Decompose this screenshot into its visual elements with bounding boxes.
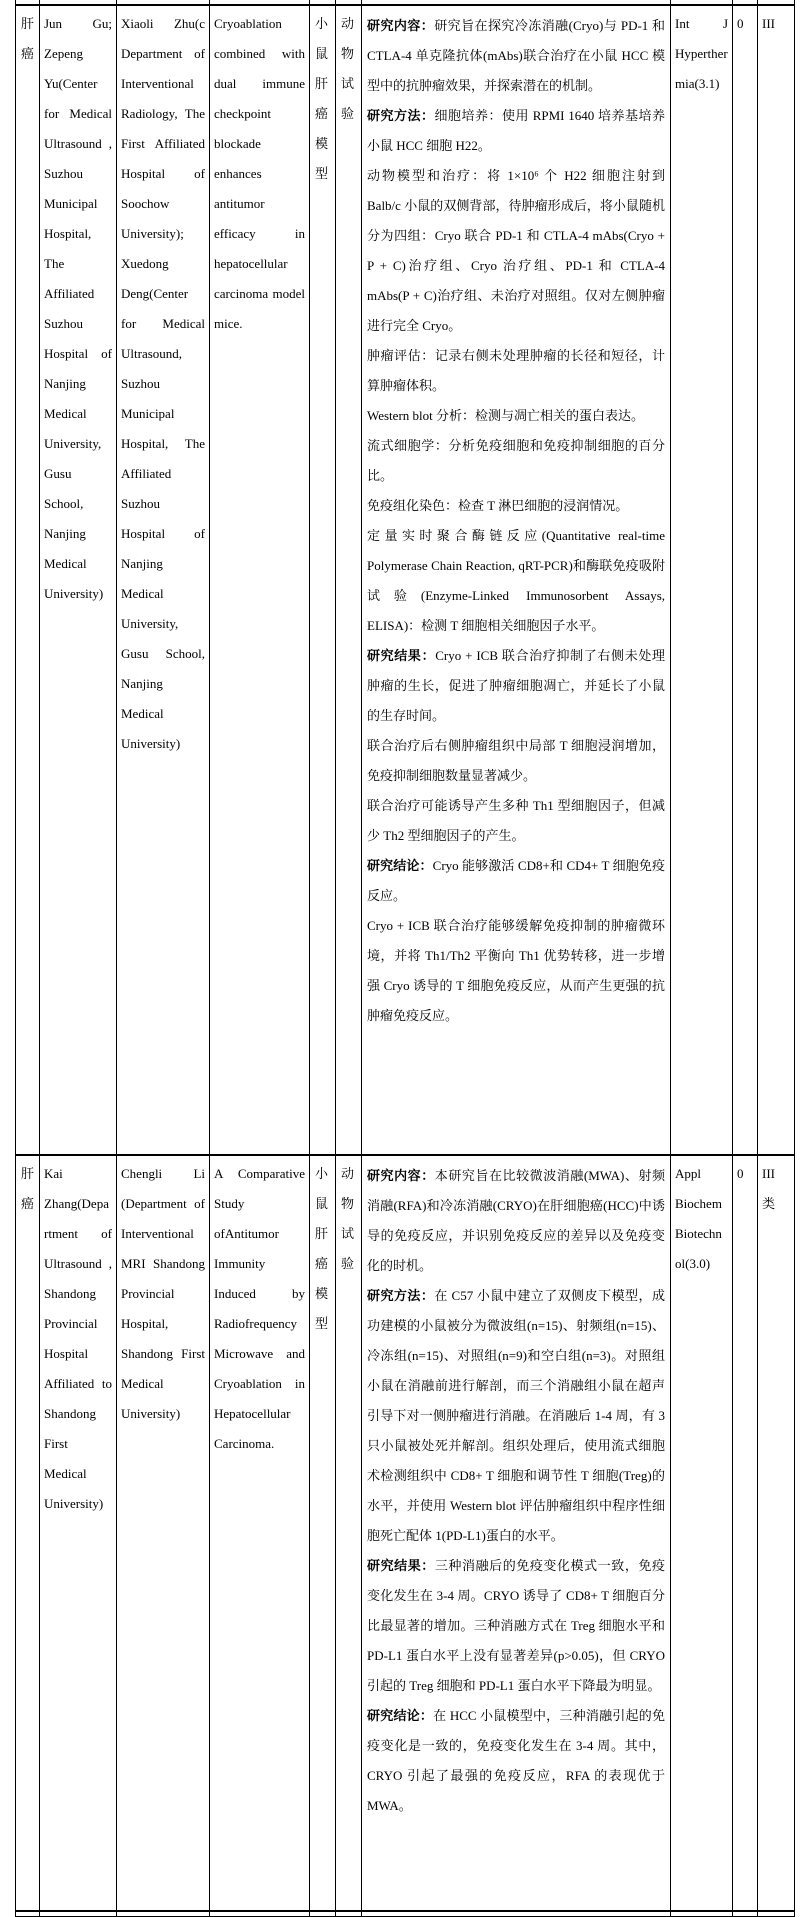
paragraph-text: 在 C57 小鼠中建立了双侧皮下模型，成功建模的小鼠被分为微波组(n=15)、射频组(n=15)、冷冻组(n=15)、对照组(n=9)和空白组(n=3)。对照组小鼠在消融前进行解剖，而三个消融组小鼠在超声引导下对一侧肿瘤进行消融。在消融后 1-4 周，有 3 只小鼠被处死并解剖。组织处理后，使用流式细胞术检测组织中 CD8+ T 细胞和调节性 T 细胞(Treg)的水平，并使用 Western blot 评估肿瘤组织中程序性细胞死亡配体 1(PD-L1)蛋白的水平。 (367, 1288, 665, 1543)
first-author-cell: Jun Gu; Zepeng Yu(Center for Medical Ultrasound , Suzhou Municipal Hospital, The Affiliated Suzhou Hospital of Nanjing Medical University, Gusu School, Nanjing Medical University) (40, 5, 117, 1155)
partial-cell (671, 1911, 733, 1917)
partial-cell (210, 1911, 310, 1917)
studies-table (15, 0, 795, 1917)
paragraph-text: 研究旨在探究冷冻消融(Cryo)与 PD-1 和 CTLA-4 单克隆抗体(mAbs)联合治疗在小鼠 HCC 模型中的抗肿瘤效果，并探索潜在的机制。 (367, 18, 665, 93)
content-paragraph (367, 641, 665, 731)
paragraph-text: 动物模型和治疗：将 1×10⁶ 个 H22 细胞注射到 Balb/c 小鼠的双侧背部，待肿瘤形成后，将小鼠随机分为四组：Cryo 联合 PD-1 和 CTLA-4 mAbs(Cryo + P + C)治疗组、Cryo 治疗组、PD-1 和 CTLA-4 mAbs(P + C)治疗组、未治疗对照组。仅对左侧肿瘤进行完全 Cryo。 (367, 168, 665, 333)
content-paragraph (367, 1551, 665, 1701)
paragraph-text: Cryo + ICB 联合治疗抑制了右侧未处理肿瘤的生长，促进了肿瘤细胞凋亡，并延长了小鼠的生存时间。 (367, 648, 665, 723)
content-paragraph (367, 1161, 665, 1281)
evidence-level-cell: III (758, 5, 795, 1155)
paragraph-text: 联合治疗可能诱导产生多种 Th1 型细胞因子，但减少 Th2 型细胞因子的产生。 (367, 798, 665, 843)
citation-count-cell: 0 (733, 1155, 758, 1911)
paragraph-label: 研究方法： (367, 108, 435, 123)
content-paragraph (367, 1701, 665, 1821)
evidence-level-cell: III 类 (758, 1155, 795, 1911)
animal-model-cell: 小鼠肝癌模型 (310, 1155, 336, 1911)
paragraph-text: 肿瘤评估：记录右侧未处理肿瘤的长径和短径，计算肿瘤体积。 (367, 348, 665, 393)
content-paragraph (367, 791, 665, 851)
paragraph-text: Cryo + ICB 联合治疗能够缓解免疫抑制的肿瘤微环境，并将 Th1/Th2 平衡向 Th1 优势转移，进一步增强 Cryo 诱导的 T 细胞免疫反应，从而产生更强的抗肿瘤免疫反应。 (367, 918, 665, 1023)
studies-table-body (16, 0, 795, 1917)
study-summary-cell (362, 5, 671, 1155)
partial-cell (733, 1911, 758, 1917)
paragraph-text: 联合治疗后右侧肿瘤组织中局部 T 细胞浸润增加，免疫抑制细胞数量显著减少。 (367, 738, 665, 783)
paper-title-cell: Cryoablation combined with dual immune checkpoint blockade enhances antitumor efficacy in hepatocellular carcinoma model mice. (210, 5, 310, 1155)
content-paragraph (367, 851, 665, 911)
content-paragraph (367, 731, 665, 791)
content-paragraph (367, 911, 665, 1031)
paragraph-label: 研究内容： (367, 1168, 435, 1183)
journal-cell: Int J Hyperthermia(3.1) (671, 5, 733, 1155)
partial-cell (310, 1911, 336, 1917)
study-type-cell: 动物试验 (336, 5, 362, 1155)
paragraph-label: 研究内容： (367, 18, 435, 33)
disease-type-cell: 肝癌 (16, 1155, 40, 1911)
study-type-cell: 动物试验 (336, 1155, 362, 1911)
paragraph-text: 免疫组化染色：检查 T 淋巴细胞的浸润情况。 (367, 498, 629, 513)
animal-model-cell: 小鼠肝癌模型 (310, 5, 336, 1155)
paragraph-label: 研究结果： (367, 648, 436, 663)
paragraph-text: 细胞培养：使用 RPMI 1640 培养基培养小鼠 HCC 细胞 H22。 (367, 108, 665, 153)
content-paragraph (367, 521, 665, 641)
paragraph-text: Western blot 分析：检测与凋亡相关的蛋白表达。 (367, 408, 644, 423)
content-paragraph (367, 401, 665, 431)
content-paragraph (367, 431, 665, 491)
content-paragraph (367, 1281, 665, 1551)
paragraph-text: 三种消融后的免疫变化模式一致，免疫变化发生在 3-4 周。CRYO 诱导了 CD8+ T 细胞百分比最显著的增加。三种消融方式在 Treg 细胞水平和 PD-L1 蛋白水平上没有显著差异(p>0.05)，但 CRYO 引起的 Treg 细胞和 PD-L1 蛋白水平下降最为明显。 (367, 1558, 665, 1693)
paper-title-cell: A Comparative Study ofAntitumor Immunity Induced by Radiofrequency Microwave and Cryoablation in Hepatocellular Carcinoma. (210, 1155, 310, 1911)
content-paragraph (367, 101, 665, 161)
partial-cell (362, 1911, 671, 1917)
paragraph-text: 本研究旨在比较微波消融(MWA)、射频消融(RFA)和冷冻消融(CRYO)在肝细胞癌(HCC)中诱导的免疫反应，并识别免疫反应的差异以及免疫变化的时机。 (367, 1168, 665, 1273)
citation-count-cell: 0 (733, 5, 758, 1155)
partial-row-bottom (16, 1911, 795, 1917)
content-paragraph (367, 161, 665, 341)
paragraph-text: Cryo 能够激活 CD8+和 CD4+ T 细胞免疫反应。 (367, 858, 665, 903)
content-paragraph (367, 491, 665, 521)
corresponding-author-cell: Chengli Li (Department of Interventional MRI Shandong Provincial Hospital, Shandong First Medical University) (117, 1155, 210, 1911)
partial-cell (40, 1911, 117, 1917)
partial-cell (336, 1911, 362, 1917)
paragraph-text: 在 HCC 小鼠模型中，三种消融引起的免疫变化是一致的，免疫变化发生在 3-4 周。其中，CRYO 引起了最强的免疫反应，RFA 的表现优于 MWA。 (367, 1708, 665, 1813)
corresponding-author-cell: Xiaoli Zhu(c Department of Interventional Radiology, The First Affiliated Hospital of Soochow University); Xuedong Deng(Center for Medical Ultrasound, Suzhou Municipal Hospital, The Affiliated Suzhou Hospital of Nanjing Medical University, Gusu School, Nanjing Medical University) (117, 5, 210, 1155)
study-summary-cell (362, 1155, 671, 1911)
paragraph-label: 研究结论： (367, 858, 433, 873)
content-paragraph (367, 11, 665, 101)
disease-type-cell: 肝癌 (16, 5, 40, 1155)
paragraph-label: 研究结果： (367, 1558, 435, 1573)
partial-cell (16, 1911, 40, 1917)
study-row (16, 1155, 795, 1911)
study-row (16, 5, 795, 1155)
content-paragraph (367, 341, 665, 401)
paragraph-label: 研究结论： (367, 1708, 434, 1723)
paragraph-text: 定量实时聚合酶链反应(Quantitative real-time Polymerase Chain Reaction, qRT-PCR)和酶联免疫吸附试验(Enzyme-Linked Immunosorbent Assays, ELISA)：检测 T 细胞相关细胞因子水平。 (367, 528, 665, 633)
journal-cell: Appl Biochem Biotechnol(3.0) (671, 1155, 733, 1911)
paragraph-label: 研究方法： (367, 1288, 435, 1303)
partial-cell (758, 1911, 795, 1917)
paragraph-text: 流式细胞学：分析免疫细胞和免疫抑制细胞的百分比。 (367, 438, 665, 483)
first-author-cell: Kai Zhang(Department of Ultrasound , Shandong Provincial Hospital Affiliated to Shandong First Medical University) (40, 1155, 117, 1911)
partial-cell (117, 1911, 210, 1917)
